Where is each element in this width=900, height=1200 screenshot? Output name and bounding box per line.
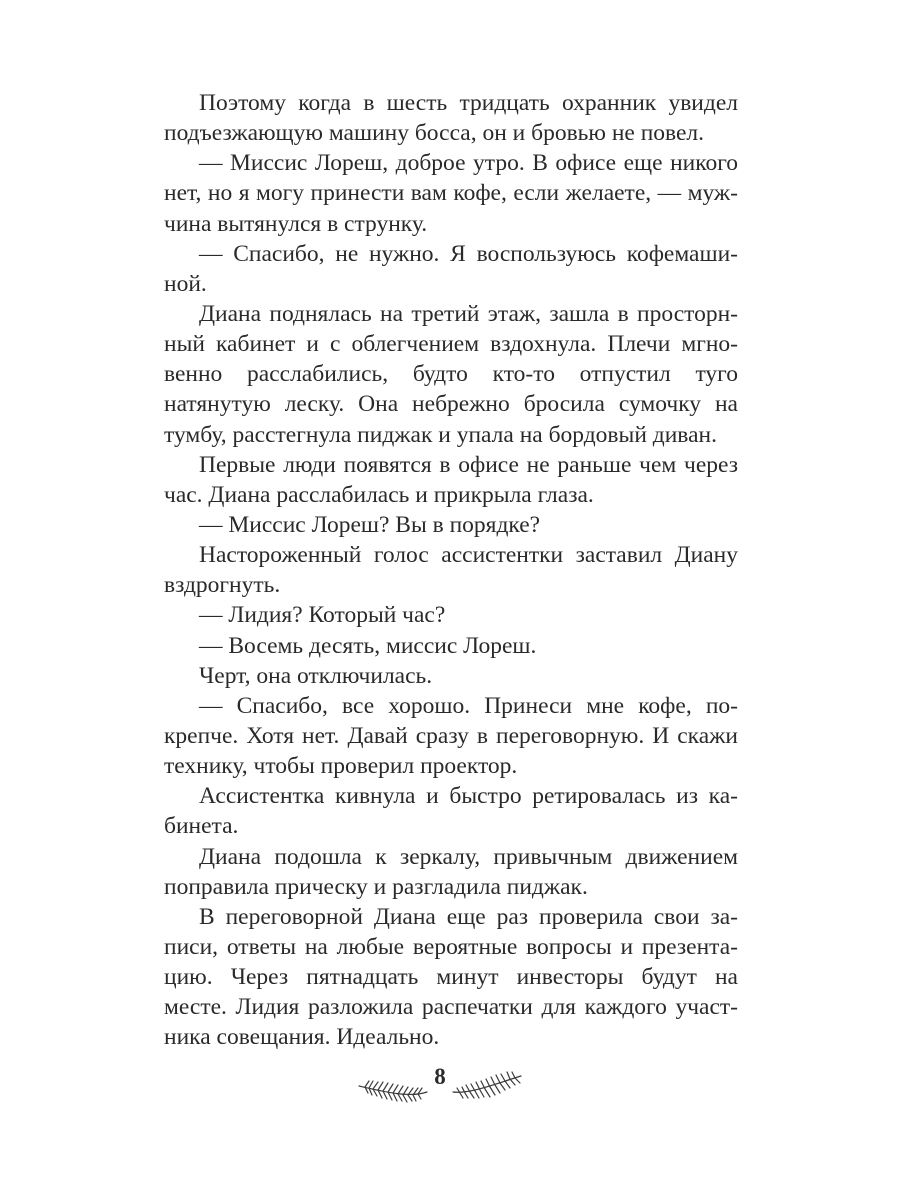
- text-line: ника совещания. Идеально.: [164, 1024, 440, 1051]
- text-line: — Лидия? Который час?: [199, 602, 446, 629]
- text-line: вздрогнуть.: [164, 572, 281, 599]
- page-footer: [355, 1060, 525, 1116]
- text-line: Настороженный голос ассистентки заставил Диану: [199, 542, 738, 569]
- text-line: чина вытянулся в струнку.: [164, 210, 428, 237]
- text-line: — Спасибо, не нужно. Я воспользуюсь кофемаши-: [199, 240, 738, 267]
- page-number: 8: [434, 1064, 446, 1089]
- text-line: крепче. Хотя нет. Давай сразу в переговорную. И скажи: [164, 722, 738, 749]
- text-line: ной.: [164, 270, 207, 297]
- text-line: писи, ответы на любые вероятные вопросы и презента-: [164, 933, 738, 960]
- text-line: венно расслабились, будто кто-то отпустил туго: [164, 361, 738, 388]
- text-line: цию. Через пятнадцать минут инвесторы будут на: [164, 964, 738, 991]
- text-line: — Спасибо, все хорошо. Принеси мне кофе, по-: [199, 692, 738, 719]
- text-line: В переговорной Диана еще раз проверила свои за-: [199, 903, 738, 930]
- body-text: [164, 88, 738, 1053]
- text-line: ный кабинет и с облегчением вздохнула. Плечи мгно-: [164, 331, 738, 358]
- text-line: — Восемь десять, миссис Лореш.: [199, 632, 537, 659]
- text-line: подъезжающую машину босса, он и бровью не повел.: [164, 120, 705, 147]
- text-line: Первые люди появятся в офисе не раньше чем через: [199, 451, 738, 478]
- text-line: натянутую леску. Она небрежно бросила сумочку на: [164, 391, 738, 418]
- text-line: Ассистентка кивнула и быстро ретировалась из ка-: [199, 783, 738, 810]
- text-line: Диана подошла к зеркалу, привычным движением: [199, 843, 738, 870]
- text-line: Поэтому когда в шесть тридцать охранник увидел: [199, 90, 738, 116]
- text-line: нет, но я могу принести вам кофе, если желаете, — муж-: [164, 180, 738, 207]
- text-line: месте. Лидия разложила распечатки для каждого участ-: [164, 994, 738, 1021]
- text-line: бинета.: [164, 813, 239, 840]
- text-line: Диана поднялась на третий этаж, зашла в просторн-: [199, 300, 738, 327]
- text-line: — Миссис Лореш? Вы в порядке?: [199, 511, 541, 538]
- text-line: — Миссис Лореш, доброе утро. В офисе еще никого: [199, 150, 738, 177]
- text-line: тумбу, расстегнула пиджак и упала на бордовый диван.: [164, 421, 717, 448]
- text-line: поправила прическу и разгладила пиджак.: [164, 873, 588, 900]
- text-line: час. Диана расслабилась и прикрыла глаза.: [164, 481, 594, 508]
- text-line: Черт, она отключилась.: [199, 662, 433, 689]
- text-line: технику, чтобы проверил проектор.: [164, 753, 518, 780]
